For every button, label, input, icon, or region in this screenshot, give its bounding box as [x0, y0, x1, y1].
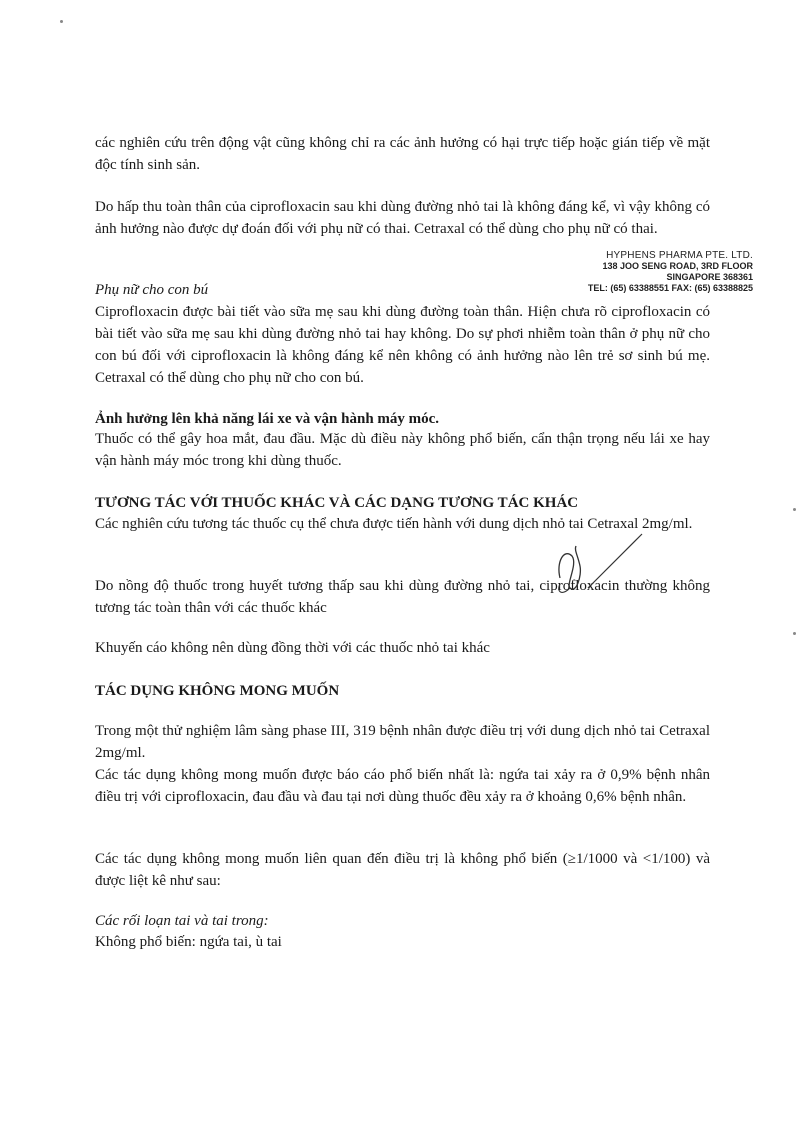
paragraph-driving: Thuốc có thể gây hoa mắt, đau đầu. Mặc dù điều này không phổ biến, cẩn thận trọng nếu lái xe hay vận hành máy móc trong khi dùng thuốc.	[95, 431, 710, 469]
heading-ear-disorders: Các rối loạn tai và tai trong:	[95, 913, 269, 929]
scan-speck	[793, 508, 796, 511]
paragraph-adverse-trial: Trong một thử nghiệm lâm sàng phase III, 319 bệnh nhân được điều trị với dung dịch nhỏ tai Cetraxal 2mg/ml.	[95, 723, 710, 761]
stamp-contact: TEL: (65) 63388551 FAX: (65) 63388825	[587, 283, 753, 293]
paragraph-ear-disorders: Không phổ biến: ngứa tai, ù tai	[95, 934, 282, 950]
paragraph-pregnancy: Do hấp thu toàn thân của ciprofloxacin sau khi dùng đường nhỏ tai là không đáng kể, vì vậy không có ảnh hưởng nào được dự đoán đối với phụ nữ có thai. Cetraxal có thể dùng cho phụ nữ có thai.	[95, 199, 710, 237]
scan-speck	[60, 20, 63, 23]
paragraph-interactions-recommendation: Khuyến cáo không nên dùng đồng thời với các thuốc nhỏ tai khác	[95, 640, 490, 656]
paragraph-reproductive-toxicity: các nghiên cứu trên động vật cũng không chỉ ra các ảnh hưởng có hại trực tiếp hoặc gián tiếp về mặt độc tính sinh sản.	[95, 135, 710, 173]
paragraph-interactions-studies: Các nghiên cứu tương tác thuốc cụ thể chưa được tiến hành với dung dịch nhỏ tai Cetraxal 2mg/ml.	[95, 516, 693, 532]
paragraph-adverse-uncommon: Các tác dụng không mong muốn liên quan đến điều trị là không phổ biến (≥1/1000 và <1/100) và được liệt kê như sau:	[95, 851, 710, 889]
paragraph-adverse-common: Các tác dụng không mong muốn được báo cáo phổ biến nhất là: ngứa tai xảy ra ở 0,9% bệnh nhân điều trị với ciprofloxacin, đau đầu và đau tại nơi dùng thuốc đều xảy ra ở khoảng 0,6% bệnh nhân.	[95, 767, 710, 805]
heading-breastfeeding: Phụ nữ cho con bú	[95, 282, 209, 298]
company-stamp	[568, 250, 753, 294]
heading-driving: Ảnh hưởng lên khả năng lái xe và vận hành máy móc.	[95, 411, 440, 427]
scan-speck	[793, 632, 796, 635]
paragraph-interactions-plasma: Do nồng độ thuốc trong huyết tương thấp sau khi dùng đường nhỏ tai, ciprofloxacin thường không tương tác toàn thân với các thuốc khác	[95, 578, 710, 616]
signature-mark	[552, 526, 652, 606]
stamp-address-line-2: SINGAPORE 368361	[666, 272, 753, 282]
stamp-address-line-1: 138 JOO SENG ROAD, 3RD FLOOR	[602, 261, 753, 271]
heading-interactions: TƯƠNG TÁC VỚI THUỐC KHÁC VÀ CÁC DẠNG TƯƠNG TÁC KHÁC	[95, 495, 579, 511]
heading-adverse-effects: TÁC DỤNG KHÔNG MONG MUỐN	[95, 683, 340, 699]
paragraph-breastfeeding: Ciprofloxacin được bài tiết vào sữa mẹ sau khi dùng đường toàn thân. Hiện chưa rõ ciprofloxacin có bài tiết vào sữa mẹ sau khi dùng đường nhỏ tai hay không. Do sự phơi nhiễm toàn thân ở phụ nữ cho con bú đối với ciprofloxacin là không đáng kể nên không có ảnh hưởng nào lên trẻ sơ sinh bú mẹ. Cetraxal có thể dùng cho phụ nữ cho con bú.	[95, 304, 710, 386]
stamp-company: HYPHENS PHARMA PTE. LTD.	[606, 250, 753, 261]
